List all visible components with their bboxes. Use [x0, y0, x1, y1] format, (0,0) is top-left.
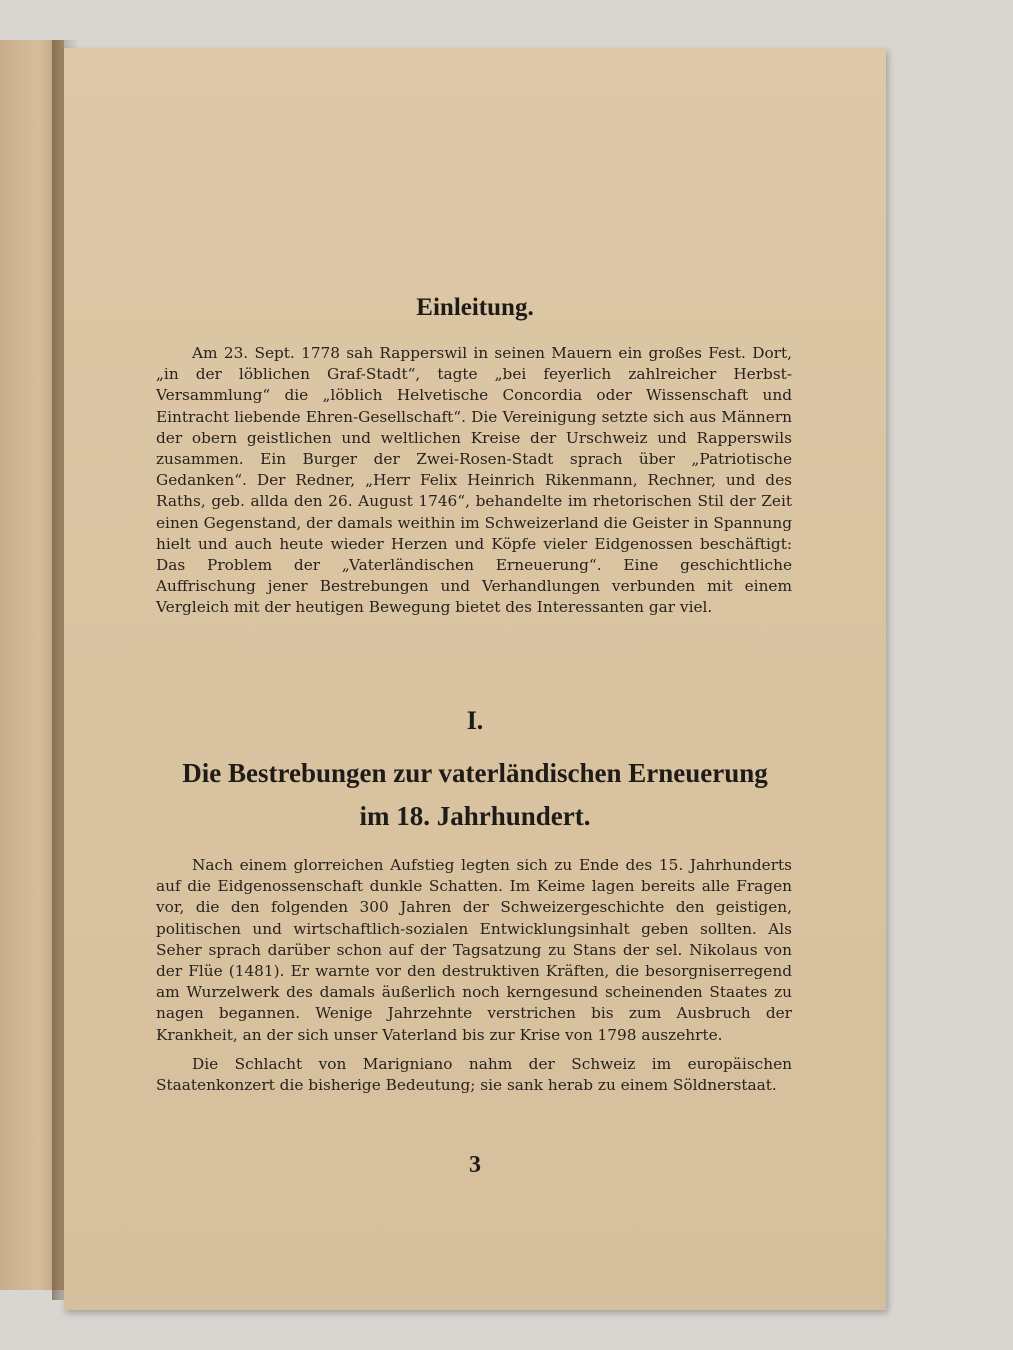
intro-text	[156, 343, 792, 619]
chapter-text	[156, 855, 792, 1096]
chapter-number: I.	[466, 706, 484, 735]
chapter-paragraph-2: Die Schlacht von Marigniano nahm der Schweiz im europäischen Staatenkonzert die bisherige Bedeutung; sie sank herab zu einem Söldnerstaat.	[156, 1054, 792, 1095]
intro-paragraph: Am 23. Sept. 1778 sah Rapperswil in seinen Mauern ein großes Fest. Dort, „in der löblichen Graf-Stadt“, tagte „bei feyerlich zahlreicher Herbst-Versammlung“ die „löblich Helvetische Concordia oder Wissenschaft und Eintracht liebende Ehren-Gesellschaft“. Die Vereinigung setzte sich aus Männern der obern geistlichen und weltlichen Kreise der Urschweiz und Rapperswils zusammen. Ein Burger der Zwei-Rosen-Stadt sprach über „Patriotische Gedanken“. Der Redner, „Herr Felix Heinrich Rikenmann, Rechner, und des Raths, geb. allda den 26. August 1746“, behandelte im rhetorischen Stil der Zeit einen Gegenstand, der damals weithin im Schweizerland die Geister in Spannung hielt und auch heute wieder Herzen und Köpfe vieler Eidgenossen beschäftigt: Das Problem der „Vaterländischen Erneuerung“. Eine geschichtliche Auffrischung jener Bestrebungen und Verhandlungen verbunden mit einem Vergleich mit der heutigen Bewegung bietet des Interessanten gar viel.	[156, 344, 792, 617]
intro-heading: Einleitung.	[416, 294, 534, 321]
book-page	[64, 48, 886, 1310]
chapter-paragraph-1: Nach einem glorreichen Aufstieg legten sich zu Ende des 15. Jahrhunderts auf die Eidgenossenschaft dunkle Schatten. Im Keime lagen bereits alle Fragen vor, die den folgenden 300 Jahren der Schweizergeschichte den geistigen, politischen und wirtschaftlich-sozialen Entwicklungsinhalt geben sollten. Als Seher sprach darüber schon auf der Tagsatzung zu Stans der sel. Nikolaus von der Flüe (1481). Er warnte vor den destruktiven Kräften, die besorgniserregend am Wurzelwerk des damals äußerlich noch kerngesund scheinenden Staates zu nagen begannen. Wenige Jahrzehnte verstrichen bis zum Ausbruch der Krankheit, an der sich unser Vaterland bis zur Krise von 1798 auszehrte.	[156, 856, 792, 1044]
chapter-title-line1: Die Bestrebungen zur vaterländischen Erneuerung	[182, 758, 768, 788]
page-number: 3	[469, 1152, 481, 1178]
chapter-title-line2: im 18. Jahrhundert.	[359, 801, 591, 831]
